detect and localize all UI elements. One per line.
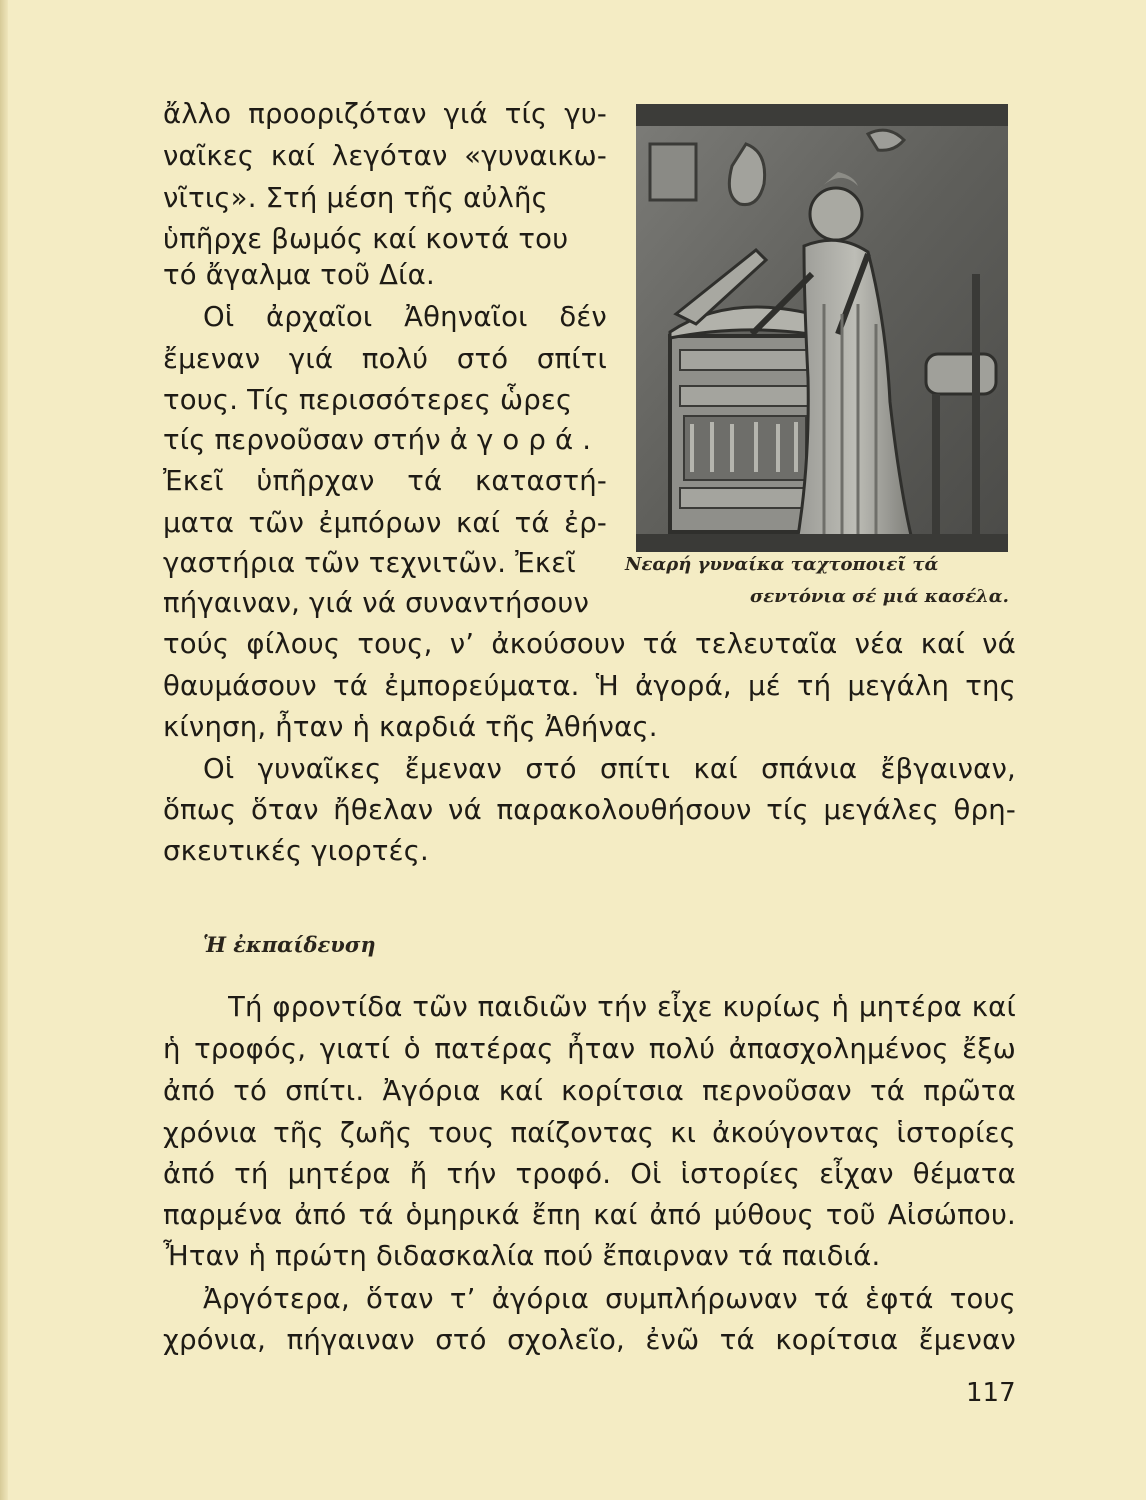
text-line: ὑπῆρχε βωμός καί κοντά του <box>163 223 569 255</box>
figure-caption-line: Νεαρή γυναίκα ταχτοποιεῖ τά <box>625 554 939 575</box>
text-line: Τή φροντίδα τῶν παιδιῶν τήν εἶχε κυρίως ἡ μητέρα καί <box>228 991 1016 1023</box>
text-line: σκευτικές γιορτές. <box>163 835 429 867</box>
page-number: 117 <box>966 1378 1016 1408</box>
text-line: θαυμάσουν τά ἐμπορεύματα. Ἡ ἀγορά, μέ τή μεγάλη της <box>163 670 1016 702</box>
text-line: νῖτις». Στή μέση τῆς αὐλῆς <box>163 182 548 214</box>
text-line: Ἦταν ἡ πρώτη διδασκαλία πού ἔπαιρναν τά παιδιά. <box>163 1240 881 1272</box>
text-line: τό ἄγαλμα τοῦ Δία. <box>163 259 435 291</box>
relief-image <box>636 104 1008 552</box>
text-line: ματα τῶν ἐμπόρων καί τά ἐρ- <box>163 507 607 539</box>
text-line: Ἀργότερα, ὅταν τ’ ἀγόρια συμπλήρωναν τά ἑφτά τους <box>203 1283 1016 1315</box>
relief-photo <box>636 104 1008 552</box>
text-line: ὅπως ὅταν ἤθελαν νά παρακολουθήσουν τίς μεγάλες θρη- <box>163 794 1016 826</box>
text-line: ναῖκες καί λεγόταν «γυναικω- <box>163 140 607 172</box>
binding-edge <box>0 0 8 1500</box>
text-line: γαστήρια τῶν τεχνιτῶν. Ἐκεῖ <box>163 547 576 579</box>
text-line: ἀπό τή μητέρα ἤ τήν τροφό. Οἱ ἱστορίες εἶχαν θέματα <box>163 1158 1016 1190</box>
text-line: κίνηση, ἦταν ἡ καρδιά τῆς Ἀθήνας. <box>163 711 658 743</box>
text-line: ἡ τροφός, γιατί ὁ πατέρας ἦταν πολύ ἀπασχολημένος ἔξω <box>163 1033 1016 1065</box>
text-line: ἀπό τό σπίτι. Ἀγόρια καί κορίτσια περνοῦσαν τά πρῶτα <box>163 1075 1016 1107</box>
text-line: χρόνια, πήγαιναν στό σχολεῖο, ἐνῶ τά κορίτσια ἔμεναν <box>163 1324 1016 1356</box>
section-heading: Ἡ ἐκπαίδευση <box>203 932 376 957</box>
text-line: χρόνια τῆς ζωῆς τους παίζοντας κι ἀκούγοντας ἱστορίες <box>163 1117 1016 1149</box>
text-line: Ἐκεῖ ὑπῆρχαν τά καταστή- <box>163 465 607 497</box>
text-line: τούς φίλους τους, ν’ ἀκούσουν τά τελευταῖα νέα καί νά <box>163 628 1016 660</box>
text-line: ἄλλο προοριζόταν γιά τίς γυ- <box>163 98 607 130</box>
text-line: παρμένα ἀπό τά ὁμηρικά ἔπη καί ἀπό μύθους τοῦ Αἰσώπου. <box>163 1199 1016 1231</box>
text-line: τους. Τίς περισσότερες ὧρες <box>163 384 573 416</box>
text-line: Οἱ γυναῖκες ἔμεναν στό σπίτι καί σπάνια ἔβγαιναν, <box>203 753 1016 785</box>
text-line: ἔμεναν γιά πολύ στό σπίτι <box>163 343 607 375</box>
figure-caption-line: σεντόνια σέ μιά κασέλα. <box>750 586 1009 607</box>
text-line: πήγαιναν, γιά νά συναντήσουν <box>163 587 590 619</box>
text-line: τίς περνοῦσαν στήν ἀ γ ο ρ ά . <box>163 424 592 456</box>
text-line: Οἱ ἀρχαῖοι Ἀθηναῖοι δέν <box>203 301 607 333</box>
